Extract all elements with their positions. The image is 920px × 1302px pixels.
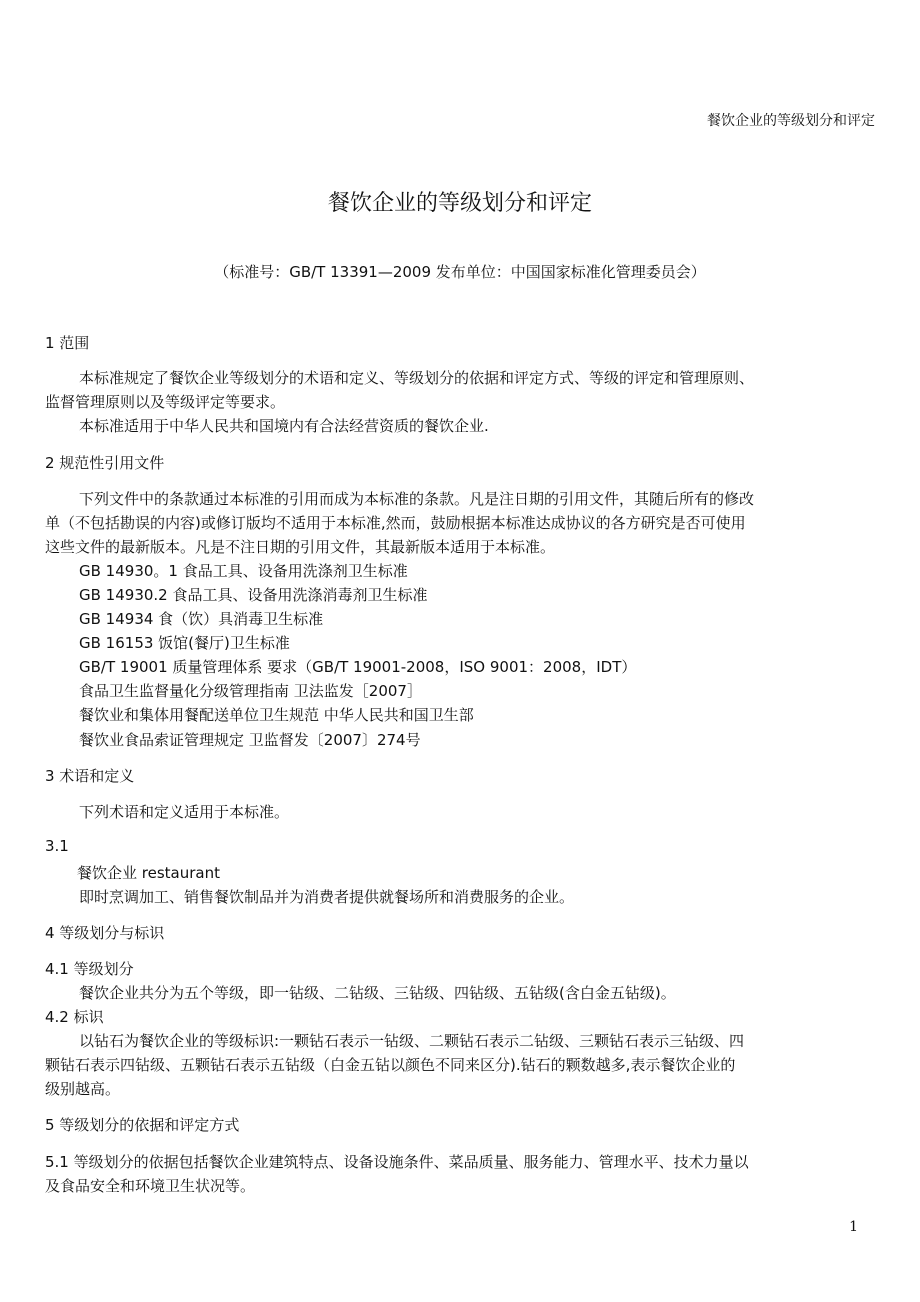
section-1-paragraph-line: 监督管理原则以及等级评定等要求。 bbox=[45, 393, 286, 411]
reference-item: 餐饮业食品索证管理规定 卫监督发〔2007〕274号 bbox=[79, 731, 421, 749]
clause-5-1-line: 及食品安全和环境卫生状况等。 bbox=[45, 1177, 256, 1195]
section-4-heading: 4 等级划分与标识 bbox=[45, 924, 165, 942]
section-2-paragraph-line: 这些文件的最新版本。凡是不注日期的引用文件，其最新版本适用于本标准。 bbox=[45, 538, 556, 556]
reference-item: 食品卫生监督量化分级管理指南 卫法监发［2007］ bbox=[79, 682, 422, 700]
reference-item: GB 16153 饭馆(餐厅)卫生标准 bbox=[79, 634, 290, 652]
clause-4-2-line: 颗钻石表示四钻级、五颗钻石表示五钻级（白金五钻以颜色不同来区分).钻石的颗数越多,表示餐饮企业的 bbox=[45, 1056, 736, 1074]
clause-5-1-line: 5.1 等级划分的依据包括餐饮企业建筑特点、设备设施条件、菜品质量、服务能力、管理水平、技术力量以 bbox=[45, 1153, 749, 1171]
section-2-paragraph-line: 下列文件中的条款通过本标准的引用而成为本标准的条款。凡是注日期的引用文件，其随后所有的修改 bbox=[79, 490, 755, 508]
clause-4-1-heading: 4.1 等级划分 bbox=[45, 960, 134, 978]
clause-4-2-line: 级别越高。 bbox=[45, 1080, 121, 1098]
document-subtitle: （标准号：GB/T 13391—2009 发布单位：中国国家标准化管理委员会） bbox=[214, 263, 706, 281]
reference-item: GB 14930。1 食品工具、设备用洗涤剂卫生标准 bbox=[79, 562, 408, 580]
document-title: 餐饮企业的等级划分和评定 bbox=[327, 191, 592, 216]
clause-4-1-text: 餐饮企业共分为五个等级，即一钻级、二钻级、三钻级、四钻级、五钻级(含白金五钻级)。 bbox=[79, 984, 676, 1002]
section-5-heading: 5 等级划分的依据和评定方式 bbox=[45, 1116, 240, 1134]
section-2-heading: 2 规范性引用文件 bbox=[45, 454, 165, 472]
section-3-heading: 3 术语和定义 bbox=[45, 767, 135, 785]
clause-3-1-term: 餐饮企业 restaurant bbox=[77, 864, 220, 882]
reference-item: 餐饮业和集体用餐配送单位卫生规范 中华人民共和国卫生部 bbox=[79, 706, 474, 724]
clause-4-2-heading: 4.2 标识 bbox=[45, 1008, 104, 1026]
clause-3-1-number: 3.1 bbox=[45, 837, 69, 855]
page-number: 1 bbox=[849, 1219, 858, 1235]
section-3-intro: 下列术语和定义适用于本标准。 bbox=[79, 803, 290, 821]
section-1-scope-line: 本标准适用于中华人民共和国境内有合法经营资质的餐饮企业. bbox=[79, 417, 489, 435]
section-1-heading: 1 范围 bbox=[45, 334, 90, 352]
reference-item: GB/T 19001 质量管理体系 要求（GB/T 19001-2008，ISO 9001：2008，IDT） bbox=[79, 658, 637, 676]
section-2-paragraph-line: 单（不包括勘误的内容)或修订版均不适用于本标准,然而，鼓励根据本标准达成协议的各方研究是否可使用 bbox=[45, 514, 746, 532]
reference-item: GB 14934 食（饮）具消毒卫生标准 bbox=[79, 610, 324, 628]
running-header: 餐饮企业的等级划分和评定 bbox=[707, 113, 875, 129]
clause-4-2-line: 以钻石为餐饮企业的等级标识:一颗钻石表示一钻级、二颗钻石表示二钻级、三颗钻石表示三钻级、四 bbox=[79, 1032, 745, 1050]
reference-item: GB 14930.2 食品工具、设备用洗涤消毒剂卫生标准 bbox=[79, 586, 428, 604]
section-1-paragraph-line: 本标准规定了餐饮企业等级划分的术语和定义、等级划分的依据和评定方式、等级的评定和管理原则、 bbox=[79, 369, 755, 387]
clause-3-1-definition: 即时烹调加工、销售餐饮制品并为消费者提供就餐场所和消费服务的企业。 bbox=[79, 888, 575, 906]
